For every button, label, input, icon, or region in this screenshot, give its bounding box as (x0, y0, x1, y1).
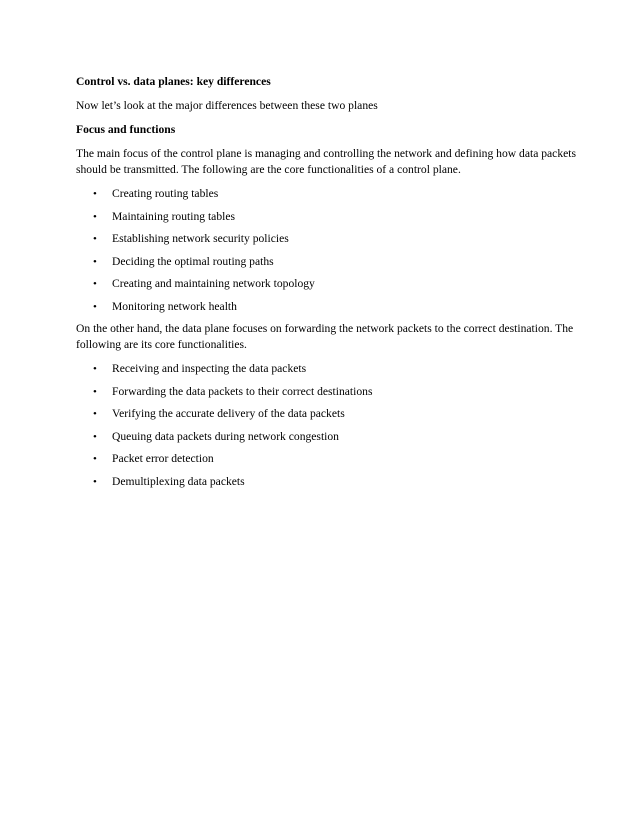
bullet-icon: • (93, 385, 97, 398)
list-item (76, 361, 576, 377)
list-item-text: Maintaining routing tables (112, 209, 236, 223)
list-item (76, 474, 576, 490)
bullet-icon: • (93, 255, 97, 268)
section-heading: Focus and functions (76, 123, 176, 136)
bullet-icon: • (93, 188, 97, 200)
bullet-icon: • (93, 233, 97, 245)
list-item-text: Creating and maintaining network topology (112, 277, 315, 290)
control-plane-paragraph: The main focus of the control plane is managing and controlling the network and defining how data packets should be transmitted. The following are the core functionalities of a control plane. (76, 147, 576, 176)
list-item-text: Receiving and inspecting the data packets (112, 362, 307, 375)
list-item (76, 209, 576, 225)
list-item-text: Forwarding the data packets to their correct destinations (112, 384, 373, 398)
list-item-text: Monitoring network health (112, 299, 237, 313)
data-plane-list (76, 361, 576, 490)
data-plane-paragraph: On the other hand, the data plane focuses on forwarding the network packets to the correct destination. The following are its core functionalities. (76, 322, 574, 351)
list-item (76, 384, 576, 400)
list-item (76, 451, 576, 467)
list-item (76, 186, 576, 202)
list-item-text: Creating routing tables (112, 187, 219, 200)
document-title: Control vs. data planes: key differences (76, 75, 271, 88)
list-item-text: Demultiplexing data packets (112, 474, 245, 488)
control-plane-list (76, 186, 576, 315)
bullet-icon: • (93, 363, 97, 375)
bullet-icon: • (93, 408, 97, 420)
list-item (76, 254, 576, 270)
intro-paragraph: Now let’s look at the major differences between these two planes (76, 99, 378, 112)
list-item (76, 276, 576, 292)
list-item (76, 406, 576, 422)
bullet-icon: • (93, 475, 97, 488)
list-item-text: Packet error detection (112, 452, 214, 465)
list-item (76, 299, 576, 315)
list-item (76, 231, 576, 247)
bullet-icon: • (93, 430, 97, 443)
list-item-text: Queuing data packets during network congestion (112, 429, 339, 443)
bullet-icon: • (93, 278, 97, 290)
list-item-text: Deciding the optimal routing paths (112, 254, 274, 268)
list-item-text: Establishing network security policies (112, 232, 289, 245)
bullet-icon: • (93, 453, 97, 465)
list-item (76, 429, 576, 445)
bullet-icon: • (93, 210, 97, 223)
document-body (76, 74, 576, 496)
list-item-text: Verifying the accurate delivery of the data packets (112, 407, 345, 420)
bullet-icon: • (93, 300, 97, 313)
